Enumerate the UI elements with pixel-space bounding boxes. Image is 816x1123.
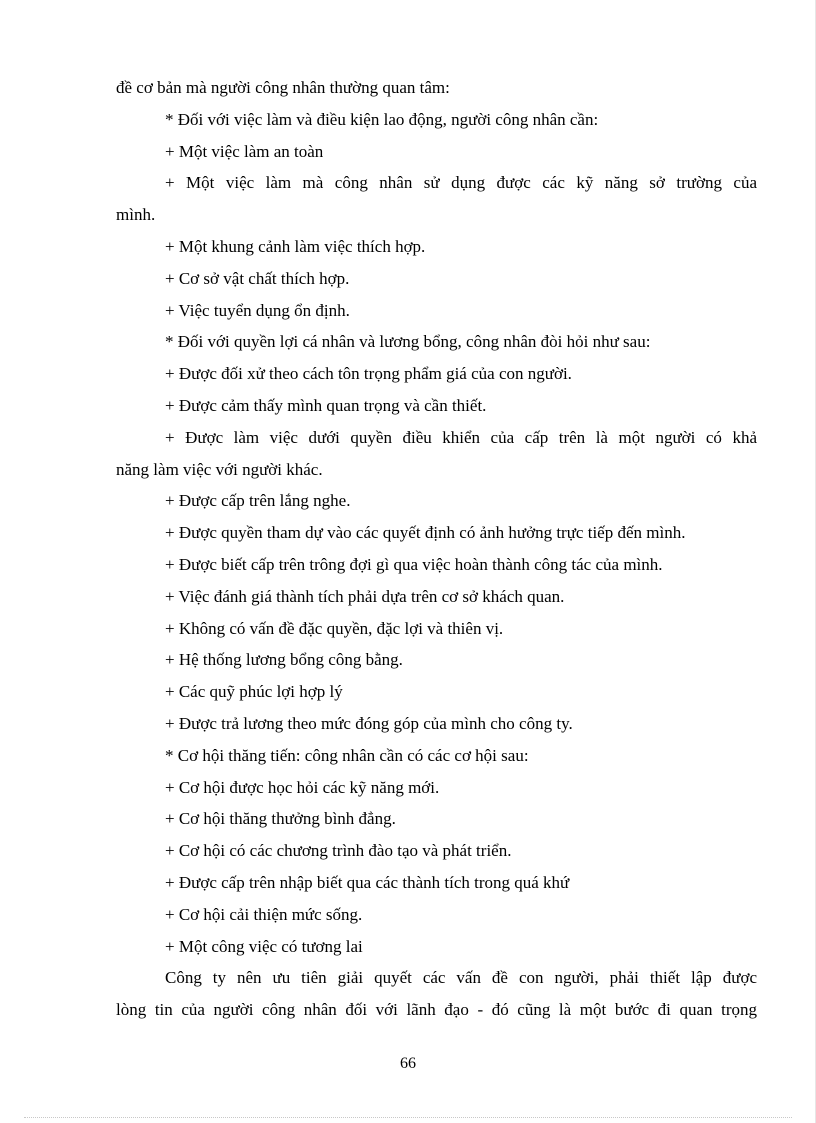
list-item: + Việc đánh giá thành tích phải dựa trên cơ sở khách quan.	[165, 586, 565, 606]
list-item: + Được trả lương theo mức đóng góp của mình cho công ty.	[165, 713, 573, 733]
list-item: + Một việc làm an toàn	[165, 141, 324, 161]
list-item: + Một khung cảnh làm việc thích hợp.	[165, 236, 426, 256]
text-line: đề cơ bản mà người công nhân thường quan tâm:	[116, 78, 450, 97]
list-item: + Được đối xử theo cách tôn trọng phẩm giá của con người.	[165, 364, 572, 384]
section-heading: * Đối với quyền lợi cá nhân và lương bổng, công nhân đòi hỏi như sau:	[165, 332, 651, 352]
page-number: 66	[400, 1055, 416, 1072]
text-line: năng làm việc với người khác.	[116, 459, 323, 479]
list-item: + Cơ hội cải thiện mức sống.	[165, 904, 363, 924]
list-item: + Được biết cấp trên trông đợi gì qua việc hoàn thành công tác của mình.	[165, 554, 663, 574]
list-item: + Việc tuyển dụng ổn định.	[165, 300, 350, 320]
list-item: + Được cấp trên lắng nghe.	[165, 491, 351, 511]
paragraph-line: Công ty nên ưu tiên giải quyết các vấn đề con người, phải thiết lập được	[165, 968, 757, 988]
paragraph-line: lòng tin của người công nhân đối với lãnh đạo - đó cũng là một bước đi quan trọng	[116, 1000, 757, 1020]
text-line: mình.	[116, 205, 156, 225]
list-item: + Cơ hội có các chương trình đào tạo và phát triển.	[165, 841, 512, 861]
list-item: + Được quyền tham dự vào các quyết định có ảnh hưởng trực tiếp đến mình.	[165, 523, 686, 543]
list-item: + Hệ thống lương bổng công bằng.	[165, 650, 403, 670]
list-item: + Không có vấn đề đặc quyền, đặc lợi và thiên vị.	[165, 618, 504, 638]
list-item: + Được cấp trên nhập biết qua các thành tích trong quá khứ	[165, 872, 570, 892]
section-heading: * Cơ hội thăng tiến: công nhân cần có các cơ hội sau:	[165, 745, 529, 765]
page-bottom-divider	[24, 1117, 792, 1118]
list-item: + Một công việc có tương lai	[165, 936, 363, 956]
list-item: + Các quỹ phúc lợi hợp lý	[165, 682, 343, 702]
list-item: + Cơ hội thăng thưởng bình đẳng.	[165, 809, 396, 829]
list-item: + Một việc làm mà công nhân sử dụng được các kỹ năng sở trường của	[165, 173, 757, 193]
list-item: + Cơ sở vật chất thích hợp.	[165, 268, 350, 288]
list-item: + Được làm việc dưới quyền điều khiển của cấp trên là một người có khả	[165, 427, 757, 447]
list-item: + Cơ hội được học hỏi các kỹ năng mới.	[165, 777, 440, 797]
document-body	[116, 72, 757, 1026]
section-heading: * Đối với việc làm và điều kiện lao động, người công nhân cần:	[165, 109, 599, 129]
list-item: + Được cảm thấy mình quan trọng và cần thiết.	[165, 395, 487, 415]
